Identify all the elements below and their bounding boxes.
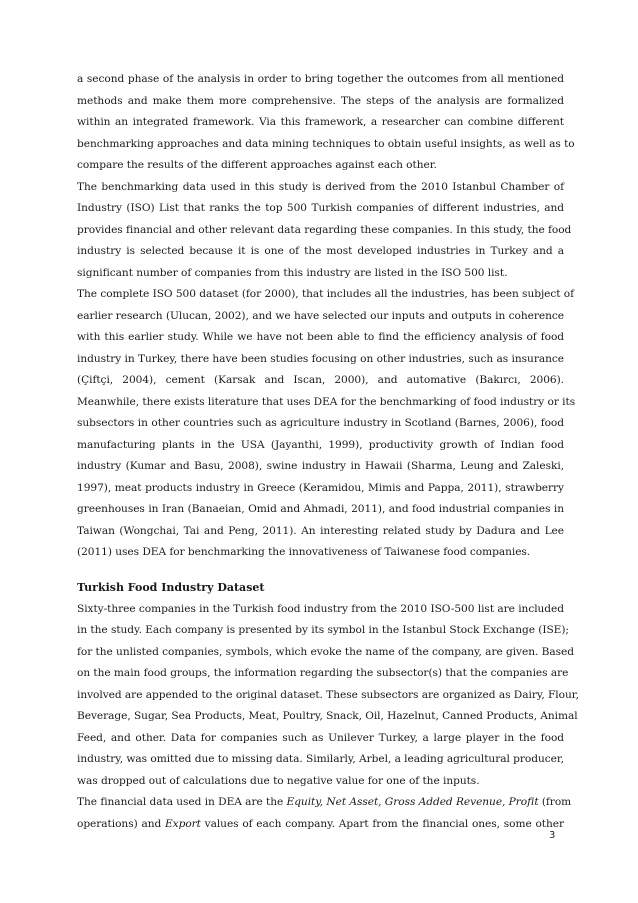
paragraph-dataset-description	[77, 599, 579, 793]
paragraph-benchmarking-data	[77, 177, 572, 285]
text-line: compare the results of the different approaches against each other.	[77, 159, 437, 171]
text-line: provides financial and other relevant data regarding these companies. In this study, the food	[77, 223, 572, 236]
text-line: within an integrated framework. Via this framework, a researcher can combine different	[77, 116, 564, 128]
text-line: a second phase of the analysis in order to bring together the outcomes from all mentioned	[77, 73, 564, 85]
text-line: Taiwan (Wongchai, Tai and Peng, 2011). An interesting related study by Dadura and Lee	[77, 524, 564, 537]
paragraph-literature-review	[77, 284, 576, 564]
text-line: industry, was omitted due to missing data. Similarly, Arbel, a leading agricultural producer,	[77, 753, 564, 765]
text-line: methods and make them more comprehensive. The steps of the analysis are formalized	[77, 94, 564, 107]
text-line: industry in Turkey, there have been studies focusing on other industries, such as insurance	[77, 352, 564, 365]
text-line	[77, 792, 572, 814]
text-line: for the unlisted companies, symbols, which evoke the name of the company, are given. Based	[77, 645, 574, 658]
text-run: (from	[538, 796, 572, 808]
text-line: (2011) uses DEA for benchmarking the innovativeness of Taiwanese food companies.	[77, 546, 531, 558]
paragraph-analysis-phase	[77, 69, 575, 177]
page-body	[77, 69, 579, 835]
page-number: 3	[549, 830, 556, 841]
text-run: operations) and	[77, 817, 165, 830]
text-run: The financial data used in DEA are the	[77, 796, 287, 808]
text-line	[77, 814, 564, 836]
italic-variables: Equity, Net Asset, Gross Added Revenue, Profit	[286, 796, 539, 808]
text-line: Sixty-three companies in the Turkish food industry from the 2010 ISO-500 list are included	[77, 602, 564, 615]
text-line: manufacturing plants in the USA (Jayanthi, 1999), productivity growth of Indian food	[77, 438, 564, 451]
text-line: involved are appended to the original dataset. These subsectors are organized as Dairy, Flour,	[77, 688, 579, 701]
text-line: Beverage, Sugar, Sea Products, Meat, Poultry, Snack, Oil, Hazelnut, Canned Products, Animal	[77, 710, 578, 722]
text-line: greenhouses in Iran (Banaeian, Omid and Ahmadi, 2011), and food industrial companies in	[77, 503, 564, 515]
text-line: The complete ISO 500 dataset (for 2000), that includes all the industries, has been subject of	[77, 288, 575, 300]
text-line: industry is selected because it is one of the most developed industries in Turkey and a	[77, 245, 564, 257]
text-line: subsectors in other countries such as agriculture industry in Scotland (Barnes, 2006), food	[77, 417, 564, 429]
text-run: values of each company. Apart from the financial ones, some other	[200, 817, 564, 830]
text-line: benchmarking approaches and data mining techniques to obtain useful insights, as well as to	[77, 137, 575, 150]
text-line: with this earlier study. While we have not been able to find the efficiency analysis of food	[77, 331, 564, 343]
text-line: significant number of companies from this industry are listed in the ISO 500 list.	[77, 266, 508, 279]
paragraph-financial-data	[77, 792, 572, 835]
text-line: on the main food groups, the information regarding the subsector(s) that the companies are	[77, 667, 569, 679]
text-line: The benchmarking data used in this study is derived from the 2010 Istanbul Chamber of	[77, 180, 564, 193]
text-line: (Çiftçi, 2004), cement (Karsak and Iscan, 2000), and automative (Bakırcı, 2006).	[77, 374, 564, 386]
text-line: Feed, and other. Data for companies such as Unilever Turkey, a large player in the food	[77, 731, 564, 744]
text-line: 1997), meat products industry in Greece (Keramidou, Mimis and Pappa, 2011), strawberry	[77, 481, 564, 494]
text-line: was dropped out of calculations due to negative value for one of the inputs.	[77, 774, 480, 787]
text-line: Meanwhile, there exists literature that uses DEA for the benchmarking of food industry or its	[77, 395, 576, 408]
text-line: in the study. Each company is presented by its symbol in the Istanbul Stock Exchange (ISE);	[77, 624, 569, 636]
text-line: earlier research (Ulucan, 2002), and we have selected our inputs and outputs in coherence	[77, 309, 564, 322]
text-line: industry (Kumar and Basu, 2008), swine industry in Hawaii (Sharma, Leung and Zaleski,	[77, 460, 564, 472]
section-heading: Turkish Food Industry Dataset	[77, 581, 265, 594]
text-line: Industry (ISO) List that ranks the top 500 Turkish companies of different industries, and	[77, 202, 564, 214]
italic-variable: Export	[164, 817, 201, 830]
